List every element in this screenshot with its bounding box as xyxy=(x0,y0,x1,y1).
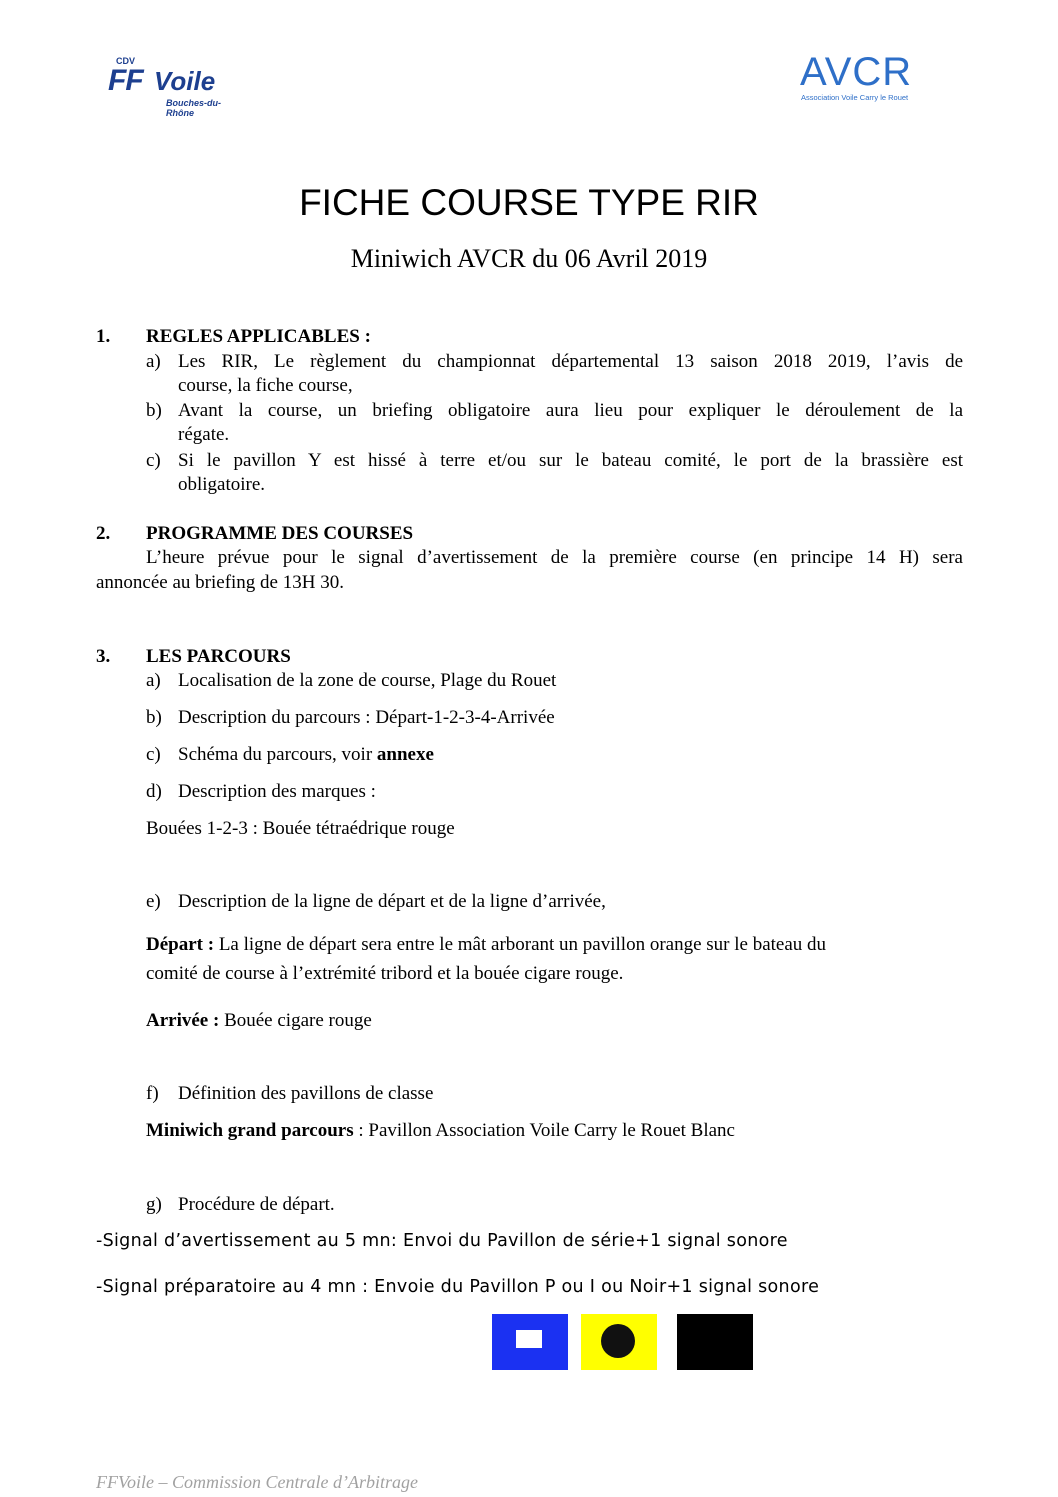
section-1-heading: REGLES APPLICABLES : xyxy=(146,326,371,347)
s3-depart-label: Départ : xyxy=(146,934,215,955)
s3-arrivee-label: Arrivée : xyxy=(146,1010,220,1031)
s3-f-label: f) xyxy=(146,1083,159,1104)
section-3-heading: LES PARCOURS xyxy=(146,646,291,667)
ffvoile-logo-region: Bouches-du-Rhône xyxy=(166,98,221,118)
s1-c-line1: Si le pavillon Y est hissé à terre et/ou sur le bateau comité, le port de la brassière est xyxy=(178,450,963,471)
s3-bouees-text: Bouées 1-2-3 : Bouée tétraédrique rouge xyxy=(146,818,455,839)
s3-depart-text: La ligne de départ sera entre le mât arborant un pavillon orange sur le bateau du xyxy=(214,934,827,955)
s1-a-line2: course, la fiche course, xyxy=(178,375,353,396)
ffvoile-logo-cdv: CDV xyxy=(116,56,136,66)
ffvoile-logo-ff: FF xyxy=(108,64,143,97)
s3-a-text: Localisation de la zone de course, Plage du Rouet xyxy=(178,670,557,691)
flag-p xyxy=(492,1314,568,1370)
flag-i-black-dot xyxy=(601,1324,635,1358)
s3-miniwich-label: Miniwich grand parcours xyxy=(146,1120,354,1141)
flag-i xyxy=(581,1314,657,1370)
flag-noir xyxy=(677,1314,753,1370)
signal-preparatoire: -Signal préparatoire au 4 mn : Envoie du Pavillon P ou I ou Noir+1 signal sonore xyxy=(96,1277,820,1297)
s3-d-label: d) xyxy=(146,781,162,802)
s3-miniwich-line xyxy=(146,1119,735,1143)
s3-miniwich-text: : Pavillon Association Voile Carry le Rouet Blanc xyxy=(353,1120,735,1141)
s3-b-text: Description du parcours : Départ-1-2-3-4-Arrivée xyxy=(178,707,555,728)
s1-b-line1: Avant la course, un briefing obligatoire aura lieu pour expliquer le déroulement de la xyxy=(178,400,963,421)
s3-g-label: g) xyxy=(146,1194,162,1215)
ffvoile-logo xyxy=(108,56,248,118)
s1-b-label: b) xyxy=(146,400,162,421)
avcr-logo-name: AVCR xyxy=(800,50,913,94)
s3-c-annexe: annexe xyxy=(376,744,434,765)
avcr-logo xyxy=(800,52,940,104)
s3-g-text: Procédure de départ. xyxy=(178,1194,335,1215)
s2-line2: annoncée au briefing de 13H 30. xyxy=(96,572,344,593)
s3-arrivee-line xyxy=(146,1009,372,1033)
s3-e-text: Description de la ligne de départ et de la ligne d’arrivée, xyxy=(178,891,606,912)
ffvoile-logo-voile: Voile xyxy=(154,66,216,96)
s3-depart-line1 xyxy=(146,933,826,957)
s2-line1: L’heure prévue pour le signal d’avertissement de la première course (en principe 14 H) sera xyxy=(146,547,963,568)
section-1-number: 1. xyxy=(96,326,111,347)
avcr-logo-tagline: Association Voile Carry le Rouet xyxy=(801,93,909,102)
s3-b-label: b) xyxy=(146,707,162,728)
section-3-number: 3. xyxy=(96,646,111,667)
s3-a-label: a) xyxy=(146,670,161,691)
page-footer: FFVoile – Commission Centrale d’Arbitrage xyxy=(96,1472,418,1492)
s3-e-label: e) xyxy=(146,891,161,912)
s1-c-label: c) xyxy=(146,450,161,471)
s3-c-text: Schéma du parcours, voir xyxy=(178,744,377,765)
section-2-number: 2. xyxy=(96,523,111,544)
s3-d-text: Description des marques : xyxy=(178,781,376,802)
s3-c-line xyxy=(178,743,434,767)
s3-f-text: Définition des pavillons de classe xyxy=(178,1083,434,1104)
flag-p-white-square xyxy=(516,1330,542,1348)
s3-depart-line2: comité de course à l’extrémité tribord et la bouée cigare rouge. xyxy=(146,963,624,984)
s3-c-label: c) xyxy=(146,744,161,765)
s1-b-line2: régate. xyxy=(178,424,230,445)
s1-c-line2: obligatoire. xyxy=(178,474,266,495)
s1-a-label: a) xyxy=(146,351,161,372)
s3-arrivee-text: Bouée cigare rouge xyxy=(219,1010,372,1031)
page-subtitle: Miniwich AVCR du 06 Avril 2019 xyxy=(350,244,708,273)
page-title: FICHE COURSE TYPE RIR xyxy=(299,182,759,223)
section-2-heading: PROGRAMME DES COURSES xyxy=(146,523,414,544)
s1-a-line1: Les RIR, Le règlement du championnat départemental 13 saison 2018 2019, l’avis de xyxy=(178,351,963,372)
signal-avertissement: -Signal d’avertissement au 5 mn: Envoi du Pavillon de série+1 signal sonore xyxy=(96,1231,788,1251)
